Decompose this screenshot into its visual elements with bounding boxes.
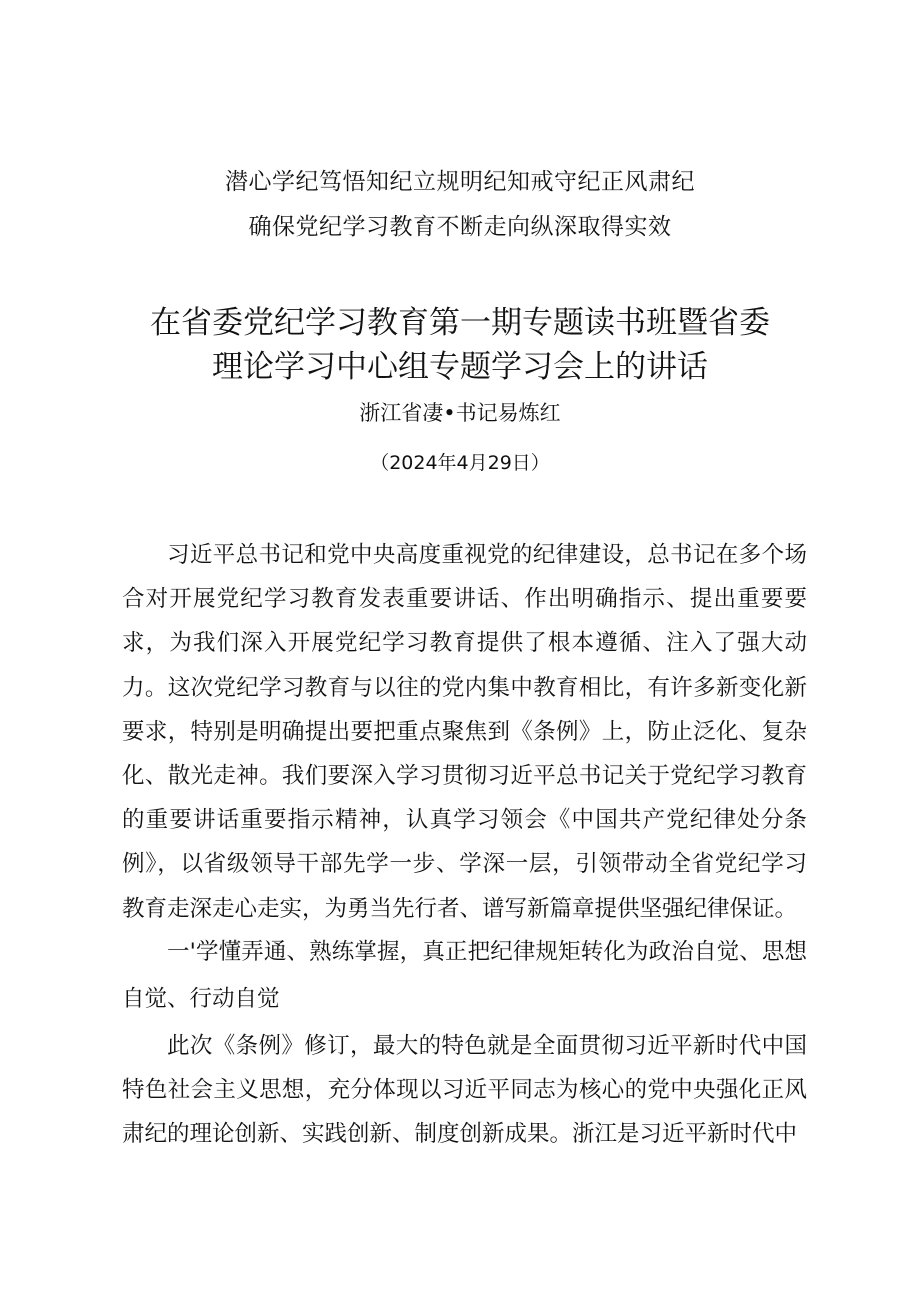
speech-title-line-2: 理论学习中心组专题学习会上的讲话 [212, 349, 708, 385]
speech-title-line-1: 在省委党纪学习教育第一期专题读书班暨省委 [150, 305, 770, 341]
author-line: 浙江省凄•书记易炼红 [359, 401, 561, 425]
headline-line-2: 确保党纪学习教育不断走向纵深取得实效 [248, 214, 672, 240]
body-paragraph-2: 此次《条例》修订，最大的特色就是全面贯彻习近平新时代中国特色社会主义思想，充分体现以习近平同志为核心的党中央强化正风肃纪的理论创新、实践创新、制度创新成果。浙江是习近平新时代中 [122, 1033, 807, 1148]
headline-line-1: 潜心学纪笃悟知纪立规明纪知戒守纪正风肃纪 [225, 169, 695, 195]
body-paragraph-1: 习近平总书记和党中央高度重视党的纪律建设，总书记在多个场合对开展党纪学习教育发表重要讲话、作出明确指示、提出重要要求，为我们深入开展党纪学习教育提供了根本遵循、注入了强大动力。这次党纪学习教育与以往的党内集中教育相比，有许多新变化新要求，特别是明确提出要把重点聚焦到《条例》上，防止泛化、复杂化、散光走神。我们要深入学习贯彻习近平总书记关于党纪学习教育的重要讲话重要指示精神，认真学习领会《中国共产党纪律处分条例》，以省级领导干部先学一步、学深一层，引领带动全省党纪学习教育走深走心走实，为勇当先行者、谱写新篇章提供坚强纪律保证。 [122, 542, 807, 922]
section-heading-1: 一'学懂弄通、熟练掌握，真正把纪律规矩转化为政治自觉、思想自觉、行动自觉 [122, 939, 807, 1012]
speech-date: （2024年4月29日） [370, 452, 550, 474]
